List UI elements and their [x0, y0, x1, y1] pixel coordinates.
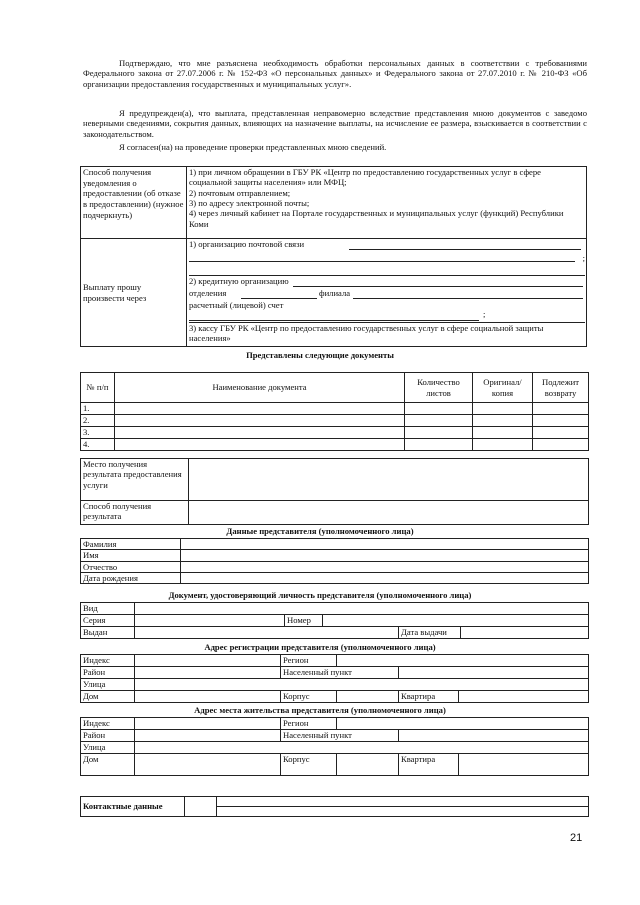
doc-type-label: Вид: [81, 603, 135, 615]
col-num: № п/п: [81, 373, 115, 403]
notify-label: Способ получения уведомления о предоставлении (об отказе в предоставлении) (нужное подчеркнуть): [81, 167, 187, 239]
doc-issued-input[interactable]: [135, 627, 399, 639]
bank-org-input[interactable]: [293, 286, 583, 287]
notify-payment-table: [80, 166, 587, 347]
live-region-label: Регион: [281, 718, 337, 730]
result-method-label: Способ получения результата: [81, 501, 189, 525]
doc-name-cell[interactable]: [115, 439, 405, 451]
doc-series-label: Серия: [81, 615, 135, 627]
notify-option-4[interactable]: 4) через личный кабинет на Портале государственных и муниципальных услуг (функций) Республики Коми: [189, 208, 564, 229]
payment-option-post: 1) организацию почтовой связи: [189, 239, 305, 249]
live-region-input[interactable]: [337, 718, 589, 730]
live-street-label: Улица: [81, 742, 135, 754]
reg-house-label: Дом: [81, 691, 135, 703]
payment-option-bank: 2) кредитную организацию: [189, 276, 289, 286]
post-org-input-2[interactable]: [189, 261, 575, 262]
regaddr-heading: Адрес регистрации представителя (уполномоченного лица): [204, 642, 436, 652]
doc-name-cell[interactable]: [115, 403, 405, 415]
doc-date-input[interactable]: [461, 627, 589, 639]
doc-row-num: 2.: [81, 415, 115, 427]
rep-heading: Данные представителя (уполномоченного лица): [226, 526, 414, 536]
post-org-input[interactable]: [349, 249, 581, 250]
doc-number-label: Номер: [285, 615, 323, 627]
page-number: 21: [570, 832, 583, 844]
live-flat-input[interactable]: [459, 754, 589, 776]
notify-options: [187, 167, 587, 239]
reg-region-input[interactable]: [337, 655, 589, 667]
rep-field-name: Имя: [81, 550, 181, 561]
repdoc-table: [80, 602, 589, 639]
reg-region-label: Регион: [281, 655, 337, 667]
result-place-label: Место получения результата предоставления услуги: [81, 459, 189, 501]
branch-input[interactable]: [241, 298, 317, 299]
result-table: [80, 458, 589, 525]
contact-input-2[interactable]: [217, 807, 589, 817]
reg-locality-label: Населенный пункт: [281, 667, 399, 679]
notify-option-1[interactable]: 1) при личном обращении в ГБУ РК «Центр по предоставлению государственных услуг в сфере социальной защиты населения» или МФЦ;: [189, 167, 541, 188]
live-index-input[interactable]: [135, 718, 281, 730]
reg-index-label: Индекс: [81, 655, 135, 667]
live-house-label: Дом: [81, 754, 135, 776]
rep-field-birthdate: Дата рождения: [81, 572, 181, 583]
rep-field-patronymic: Отчество: [81, 561, 181, 572]
result-method-value[interactable]: [189, 501, 589, 525]
payment-options: 1) организацию почтовой связи ; 2) кредитную организацию отделения филиала расчетный (лицевой) счет ; 3) кассу ГБУ РК «Центр по предоставлению государственных услуг в сфере социальной защиты населения»: [187, 239, 587, 347]
doc-number-input[interactable]: [323, 615, 589, 627]
reg-street-input[interactable]: [135, 679, 589, 691]
doc-row-num: 1.: [81, 403, 115, 415]
payment-label: Выплату прошу произвести через: [81, 239, 187, 347]
live-locality-label: Населенный пункт: [281, 730, 399, 742]
doc-row-num: 3.: [81, 427, 115, 439]
account-label: расчетный (лицевой) счет: [189, 300, 284, 310]
reg-building-input[interactable]: [337, 691, 399, 703]
birthdate-input[interactable]: [181, 572, 589, 583]
live-district-input[interactable]: [135, 730, 281, 742]
col-return: Подлежит возврату: [533, 373, 589, 403]
col-original-copy: Оригинал/копия: [473, 373, 533, 403]
live-locality-input[interactable]: [399, 730, 589, 742]
contact-label: Контактные данные: [81, 797, 185, 817]
account-input[interactable]: [189, 320, 479, 321]
repdoc-heading: Документ, удостоверяющий личность представителя (уполномоченного лица): [168, 590, 472, 600]
reg-flat-input[interactable]: [459, 691, 589, 703]
payment-option-cash[interactable]: 3) кассу ГБУ РК «Центр по предоставлению государственных услуг в сфере социальной защиты населения»: [189, 323, 544, 344]
contact-input-1[interactable]: [217, 797, 589, 807]
live-index-label: Индекс: [81, 718, 135, 730]
regaddr-table: [80, 654, 589, 703]
live-house-input[interactable]: [135, 754, 281, 776]
notify-option-3[interactable]: 3) по адресу электронной почты;: [189, 197, 310, 208]
contact-table: [80, 796, 589, 817]
patronymic-input[interactable]: [181, 561, 589, 572]
reg-district-input[interactable]: [135, 667, 281, 679]
consent-paragraph-3: Я согласен(на) на проведение проверки представленных мною сведений.: [119, 142, 387, 152]
reg-building-label: Корпус: [281, 691, 337, 703]
docs-heading: Представлены следующие документы: [246, 350, 394, 360]
doc-name-cell[interactable]: [115, 415, 405, 427]
live-building-label: Корпус: [281, 754, 337, 776]
col-sheets: Количество листов: [405, 373, 473, 403]
consent-paragraph-2: Я предупрежден(а), что выплата, представленная неправомерно вследствие представления мною документов с заведомо неверными сведениями, сокрытия данных, влияющих на назначение выплаты, на исчисление ее размера, взыскивается в соответствии с законодательством.: [83, 108, 587, 139]
rep-table: [80, 538, 589, 584]
doc-series-input[interactable]: [135, 615, 285, 627]
col-doc-name: Наименование документа: [115, 373, 405, 403]
doc-row-num: 4.: [81, 439, 115, 451]
filiala-label: филиала: [319, 288, 351, 298]
doc-type-input[interactable]: [135, 603, 589, 615]
result-place-value[interactable]: [189, 459, 589, 501]
reg-house-input[interactable]: [135, 691, 281, 703]
branch-label: отделения: [189, 288, 227, 298]
liveaddr-table: [80, 717, 589, 776]
live-flat-label: Квартира: [399, 754, 459, 776]
reg-street-label: Улица: [81, 679, 135, 691]
doc-issued-label: Выдан: [81, 627, 135, 639]
surname-input[interactable]: [181, 539, 589, 550]
liveaddr-heading: Адрес места жительства представителя (уполномоченного лица): [194, 705, 446, 715]
documents-table: [80, 372, 589, 451]
rep-field-surname: Фамилия: [81, 539, 181, 550]
consent-paragraph-1: Подтверждаю, что мне разъяснена необходимость обработки персональных данных в соответствии с требованиями Федерального закона от 27.07.2006 г. № 152-ФЗ «О персональных данных» и Федерального закона от 27.07.2010 г. № 210-ФЗ «Об организации предоставления государственных и муниципальных услуг».: [83, 58, 587, 89]
doc-date-label: Дата выдачи: [399, 627, 461, 639]
live-district-label: Район: [81, 730, 135, 742]
live-street-input[interactable]: [135, 742, 589, 754]
notify-option-2[interactable]: 2) почтовым отправлением;: [189, 187, 291, 198]
reg-district-label: Район: [81, 667, 135, 679]
doc-name-cell[interactable]: [115, 427, 405, 439]
reg-flat-label: Квартира: [399, 691, 459, 703]
name-input[interactable]: [181, 550, 589, 561]
live-building-input[interactable]: [337, 754, 399, 776]
reg-locality-input[interactable]: [399, 667, 589, 679]
reg-index-input[interactable]: [135, 655, 281, 667]
filiala-input[interactable]: [353, 298, 583, 299]
